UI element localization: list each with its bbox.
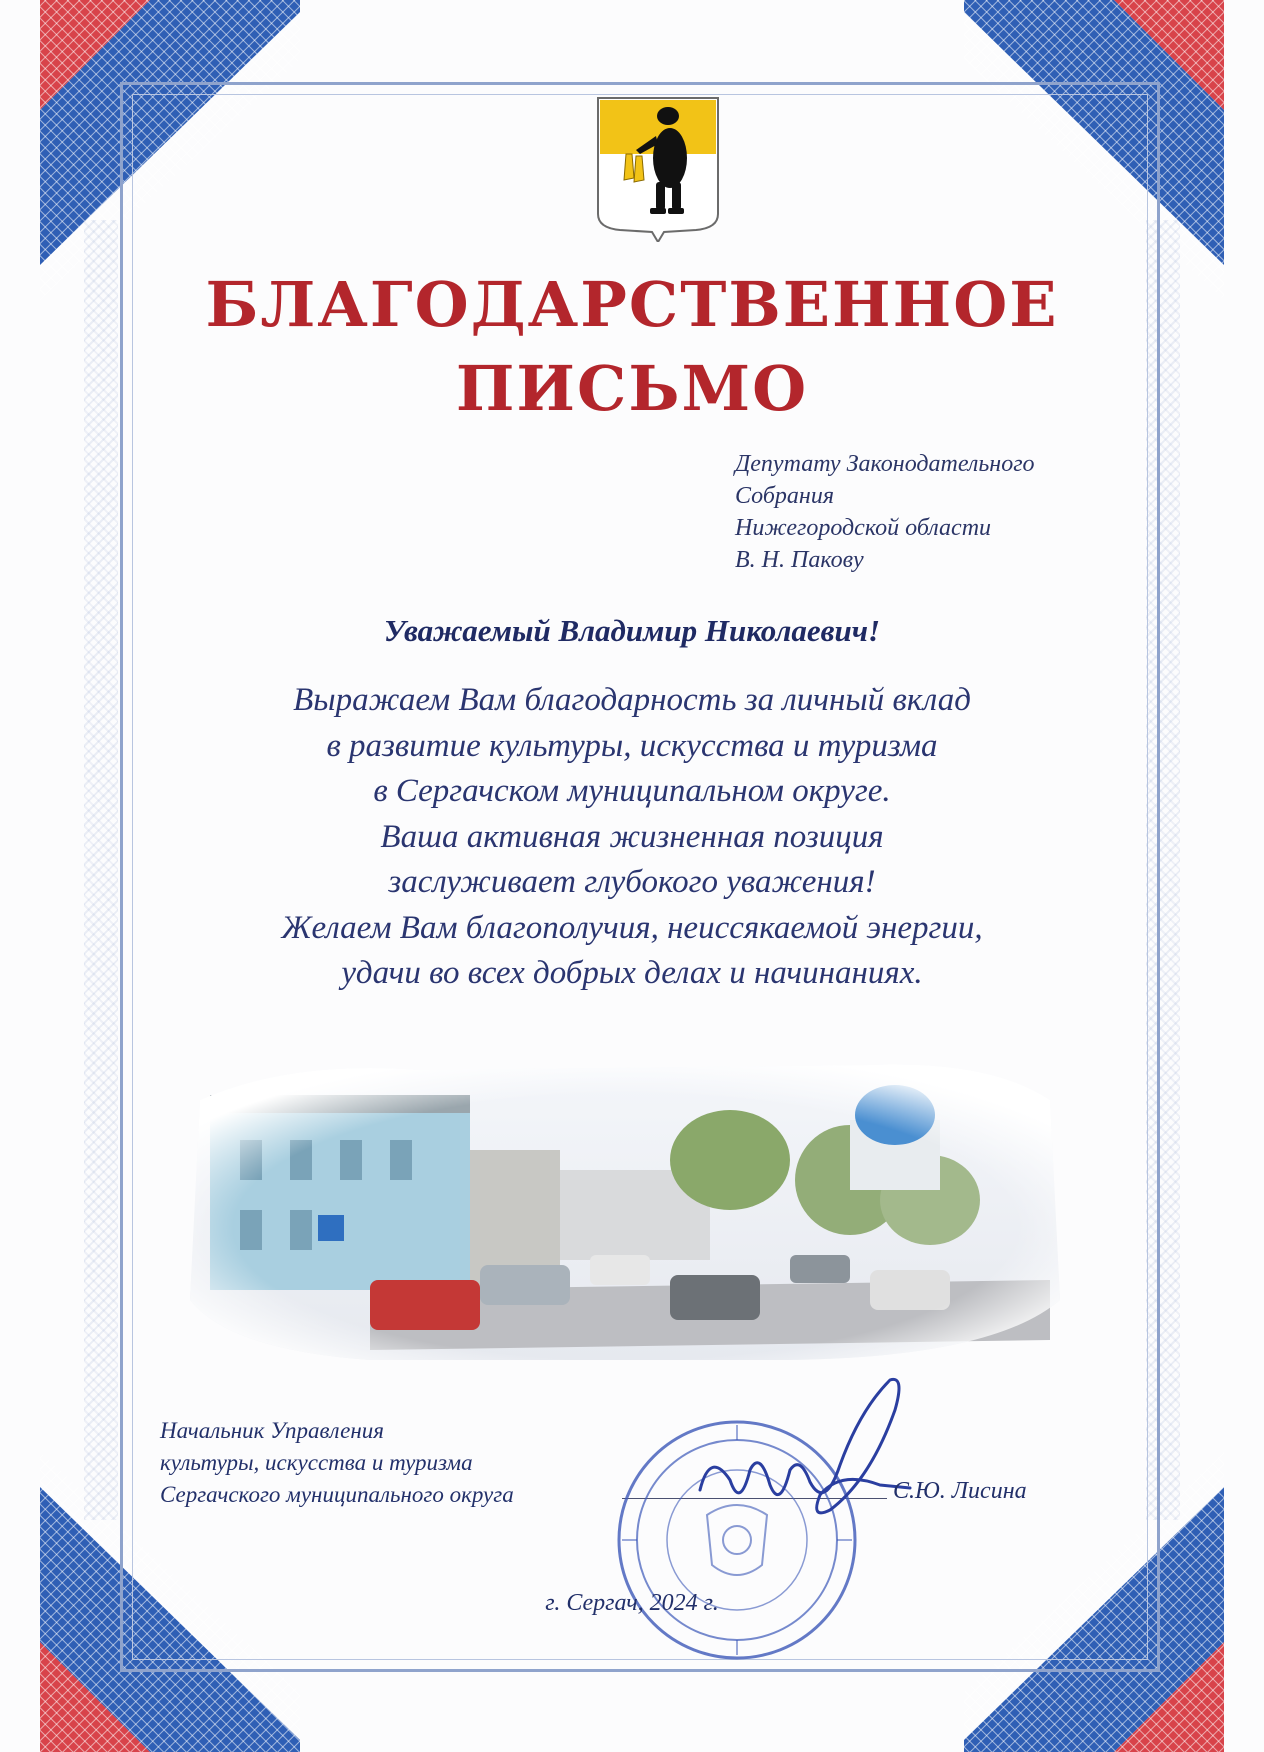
body-line: Ваша активная жизненная позиция xyxy=(380,818,884,855)
body-line: заслуживает глубокого уважения! xyxy=(388,864,876,900)
salutation: Уважаемый Владимир Николаевич! xyxy=(383,613,881,648)
place-date: г. Сергач, 2024 г. xyxy=(545,1590,719,1616)
signer-title-block xyxy=(160,1415,514,1511)
addressee-line: В. Н. Пакову xyxy=(735,547,864,573)
addressee-line: Нижегородской области xyxy=(735,515,992,541)
addressee-line: Депутату Законодательного xyxy=(735,451,1035,477)
body-line: Выражаем Вам благодарность за личный вклад xyxy=(293,682,971,718)
body-line: в развитие культуры, искусства и туризма xyxy=(326,727,938,764)
body-text xyxy=(150,678,1114,997)
body-line: удачи во всех добрых делах и начинаниях. xyxy=(341,955,923,991)
handwritten-signature xyxy=(690,1370,920,1550)
coat-of-arms-bear-icon xyxy=(596,96,720,242)
body-line: Желаем Вам благополучия, неиссякаемой энергии, xyxy=(281,909,983,946)
title-line-2: ПИСЬМО xyxy=(455,352,809,425)
signer-title-line: культуры, искусства и туризма xyxy=(160,1450,473,1475)
signer-title-line: Начальник Управления xyxy=(160,1418,384,1443)
signer-name: С.Ю. Лисина xyxy=(893,1478,1027,1504)
title-line-1: БЛАГОДАРСТВЕННОЕ xyxy=(205,268,1059,341)
town-street-photo xyxy=(170,1040,1070,1370)
body-line: в Сергачском муниципальном округе. xyxy=(373,773,891,809)
addressee-block xyxy=(735,448,1035,576)
addressee-line: Собрания xyxy=(735,483,834,509)
signer-title-line: Сергачского муниципального округа xyxy=(160,1482,514,1507)
